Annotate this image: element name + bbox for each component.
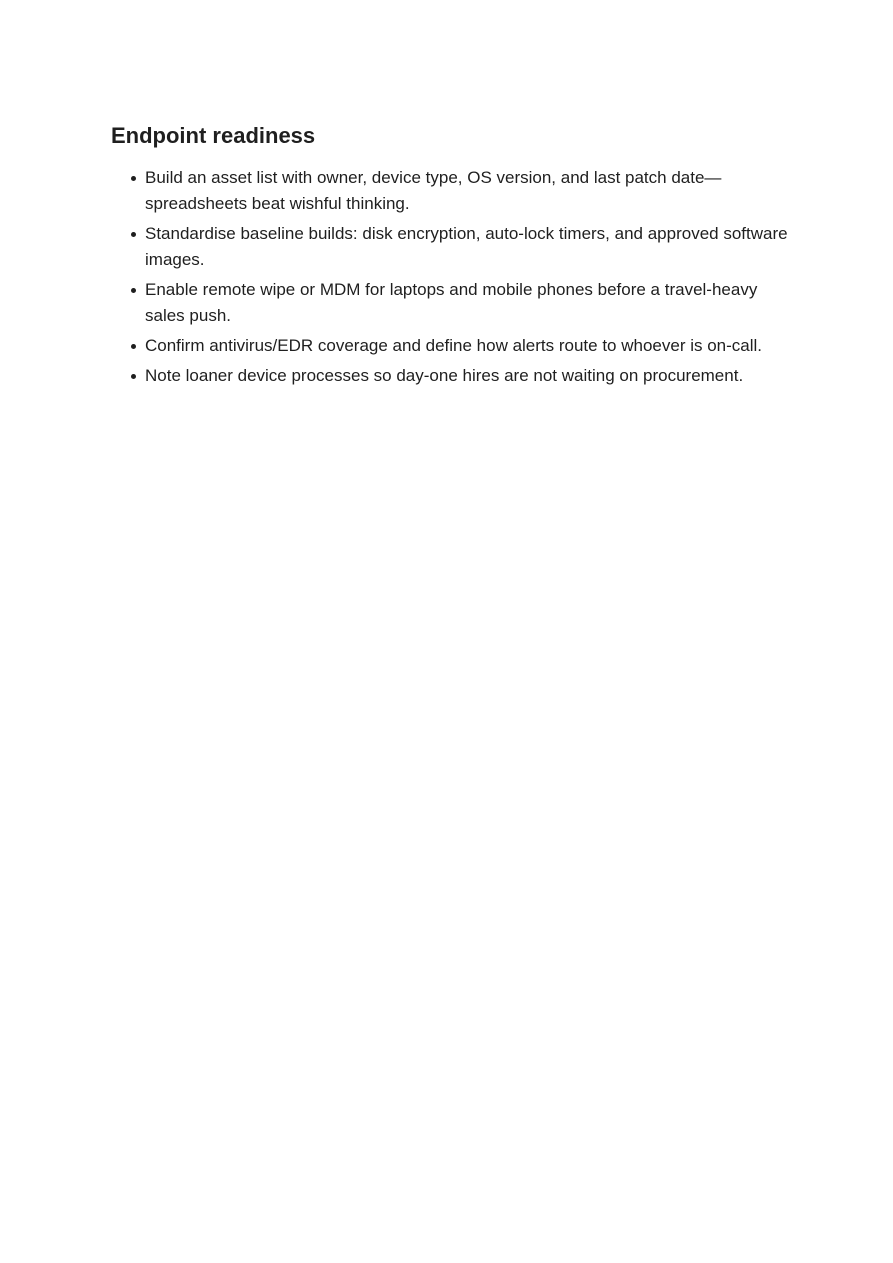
- list-item-text: Build an asset list with owner, device type, OS version, and last patch date—spreadsheets beat wishful thinking.: [145, 168, 722, 213]
- list-item: [111, 165, 791, 217]
- list-item: [111, 333, 791, 359]
- bullet-icon: [131, 288, 136, 293]
- bullet-icon: [131, 344, 136, 349]
- list-item-text: Confirm antivirus/EDR coverage and define how alerts route to whoever is on-call.: [145, 336, 763, 355]
- endpoint-readiness-section: [111, 121, 791, 393]
- bullet-icon: [131, 374, 136, 379]
- list-item-text: Note loaner device processes so day-one hires are not waiting on procurement.: [145, 366, 744, 385]
- section-heading: Endpoint readiness: [111, 123, 316, 148]
- bullet-icon: [131, 232, 136, 237]
- list-item: [111, 363, 791, 389]
- list-item-text: Standardise baseline builds: disk encryption, auto-lock timers, and approved software images.: [145, 224, 788, 269]
- list-item: [111, 277, 791, 329]
- bullet-icon: [131, 176, 136, 181]
- checklist: [111, 165, 791, 389]
- list-item: [111, 221, 791, 273]
- list-item-text: Enable remote wipe or MDM for laptops and mobile phones before a travel-heavy sales push.: [145, 280, 758, 325]
